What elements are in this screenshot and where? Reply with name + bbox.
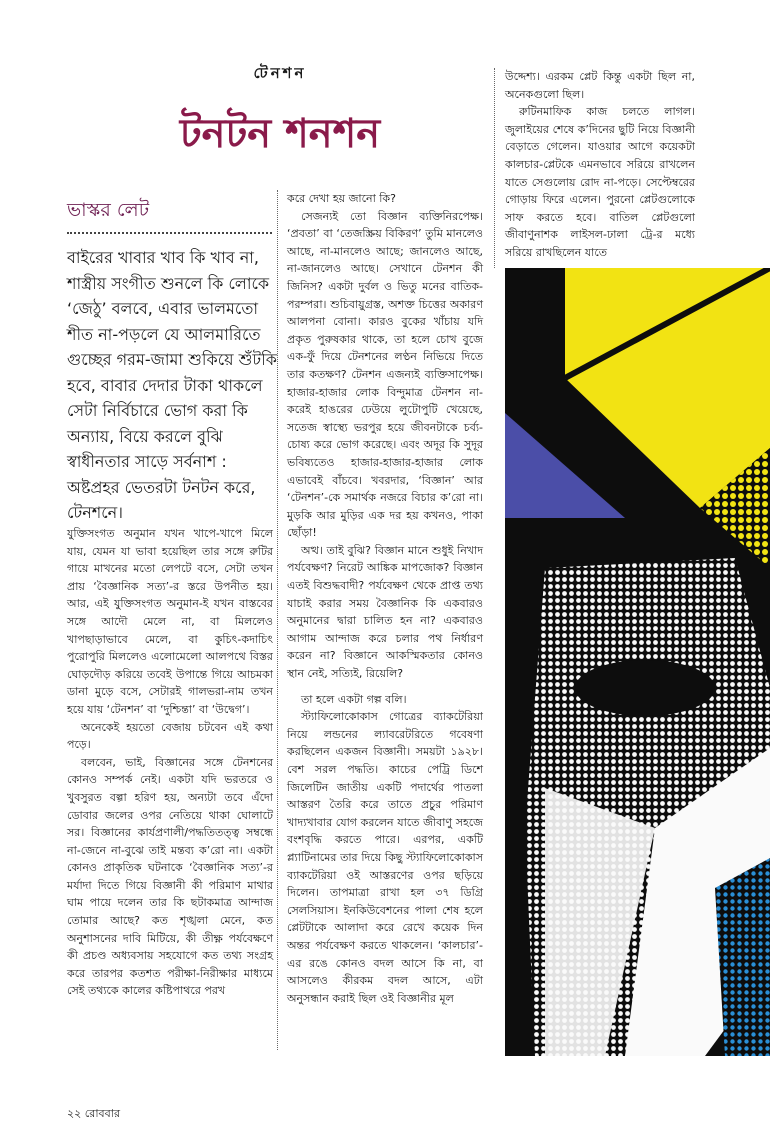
mouth-shape: [575, 660, 715, 716]
paragraph: সেজন্যই তো বিজ্ঞান ব্যক্তিনিরপেক্ষ। ‘প্রবতা’ বা ‘তেজস্ক্রিয় বিকিরণ’ তুমি মানলেও আছে, না-মানলেও আছে; জানলেও আছে, না-জানলেও আছে। সেখানে টেনশন কী জিনিস? একটা দুর্বল ও ভিতু মনের বাতিক-পরম্পরা। শুচিবায়ুগ্রস্ত, অশক্ত চিত্তের অকারণ আলপনা বোনা। কারও বুকের খাঁচায় যদি প্রকৃত পুরুষকার থাকে, তা হলে চোখ বুজে এক-ফুঁ দিয়ে টেনশনের লণ্ঠন নিভিয়ে দিতে তার কতক্ষণ? টেনশন এজন্যই ব্যক্তিসাপেক্ষ। হাজার-হাজার লোক বিন্দুমাত্র টেনশন না-করেই হাঙরের ঢেউয়ে লুটোপুটি খেয়েছে, সতেজ স্বাস্থ্যে ভরপুর হয়ে জীবনটাকে চর্ব্য-চোষ্য করে ভোগ করেছে। এবং অদূর কি সুদূর ভবিষ্যতেও হাজার-হাজার-হাজার লোক এভাবেই বাঁচবে। খবরদার, ‘বিজ্ঞান’ আর ‘টেনশন’-কে সমার্থক নজরে বিচার ক’রো না। মুড়কি আর মুড়ির এক দর হয় কখনও, পাকা ছোঁড়া!: [287, 209, 483, 540]
blue-halftone: [715, 858, 770, 1056]
column-3: [505, 68, 695, 262]
column-divider: [277, 190, 278, 1050]
intro-text: বাইরের খাবার খাব কি খাব না, শাস্ত্রীয় সংগীত শুনলে কি লোকে ‘জেঠু’ বলবে, এবার ভালমতো শীত না-পড়লে যে আলমারিতে গুচ্ছের গরম-জামা শুকিয়ে শুঁটকি হবে, বাবার দেদার টাকা থাকলে সেটা নির্বিচারে ভোগ করা কি অন্যায়, বিয়ে করলে বুঝি স্বাধীনতার সাড়ে সর্বনাশ : অষ্টপ্রহর ভেতরটা টনটন করে, টেনশনে।: [67, 248, 277, 522]
paragraph: স্ট্যাফিলোকোকাস গোত্রের ব্যাকটেরিয়া নিয়ে লন্ডনের ল্যাবরেটরিতে গবেষণা করছিলেন একজন বিজ্ঞানী। সময়টা ১৯২৮। বেশ সরল পদ্ধতি। কাচের পেট্রি ডিশে জিলেটিন জাতীয় একটি পদার্থের পাতলা আস্তরণ তৈরি করে তাতে প্রচুর পরিমাণ খাদ্যখাবার যোগ করলেন যাতে জীবাণু সহজে বংশবৃদ্ধি করতে পারে। এরপর, একটি প্ল্যাটিনামের তার দিয়ে কিছু স্ট্যাফিলোকোকাস ব্যাকটেরিয়া ওই আস্তরণের ওপর ছড়িয়ে দিলেন। তাপমাত্রা রাখা হল ৩৭ ডিগ্রি সেলসিয়াস। ইনকিউবেশনের পালা শেষ হলে প্লেটটাকে আলাদা করে রেখে কয়েক দিন অন্তর পর্যবেক্ষণ করতে থাকলেন। ‘কালচার’-এর রঙে কোনও বদল আসে কি না, বা আসলেও কীরকম বদল আসে, এটা অনুসন্ধান করাই ছিল ওই বিজ্ঞানীর মূল: [287, 710, 483, 1005]
halftone-illustration: [505, 268, 770, 1056]
column-2: [287, 190, 483, 1007]
paragraph: অত্থ। তাই বুঝি? বিজ্ঞান মানে শুধুই নিখাদ পর্যবেক্ষণ? নিরেট আঙ্কিক মাপজোক? বিজ্ঞান এতই বিশুদ্ধবাদী? পর্যবেক্ষণ থেকে প্রাপ্ত তথ্য যাচাই করার সময় বৈজ্ঞানিক কি একবারও অনুমানের দ্বারা চালিত হন না? একবারও আগাম আন্দাজ করে চলার পথ নির্ধারণ করেন না? বিজ্ঞানে আকস্মিকতার কোনও স্থান নেই, সত্যিই, রিয়েলি?: [287, 543, 483, 681]
paragraph: উদ্দেশ্য। এরকম প্লেট কিন্তু একটা ছিল না, অনেকগুলো ছিল।: [505, 70, 695, 101]
headline: টনটন শনশন: [179, 111, 381, 157]
column-divider-2: [494, 68, 495, 268]
section-label: টেনশন: [253, 64, 307, 82]
paragraph: করে দেখা হয় জানো কি?: [287, 192, 396, 205]
paragraph: অনেকেই হয়তো বেজায় চটবেন এই কথা পড়ে।: [67, 720, 273, 752]
paragraph: বলবেন, ভাই, বিজ্ঞানের সঙ্গে টেনশনের কোনও সম্পর্ক নেই। একটা যদি ভরতরে ও খুবসুরত বল্গা হরিণ হয়, অন্যটা তবে এঁদো ডোবার জলের ওপর নেতিয়ে থাকা ঘোলাটে সর। বিজ্ঞানের কার্যপ্রণালী/পদ্ধতিতত্ত্ব সম্বন্ধে না-জেনে না-বুঝে তাই মন্তব্য ক’রো না। একটা কোনও প্রাকৃতিক ঘটনাকে ‘বৈজ্ঞানিক সত্য’-র মর্যাদা দিতে গিয়ে বিজ্ঞানী কী পরিমাণ মাথার ঘাম পায়ে দলেন তার কি ছটাকমাত্র আন্দাজ তোমার আছে? কত শৃঙ্খলা মেনে, কত অনুশাসনের দাবি মিটিয়ে, কী তীক্ষ্ণ পর্যবেক্ষণে কী প্রচণ্ড অধ্যবসায় সহযোগে কত তথ্য সংগ্রহ করে তারপর কতশত পরীক্ষা-নিরীক্ষার মাধ্যমে সেই তথ্যকে কালের কষ্টিপাথরে পরখ: [67, 755, 273, 998]
author-name: ভাস্কর লেট: [67, 199, 150, 221]
paragraph: তা হলে একটা গল্প বলি।: [301, 692, 407, 706]
paragraph: রুটিনমাফিক কাজ চলতে লাগল। জুলাইয়ের শেষে ক’দিনের ছুটি নিয়ে বিজ্ঞানী বেড়াতে গেলেন। যাওয়ার আগে কয়েকটা কালচার-প্লেটকে এমনভাবে সরিয়ে রাখলেন যাতে সেগুলোয় রোদ না-পড়ে। সেপ্টেম্বরের গোড়ায় ফিরে এলেন। পুরনো প্লেটগুলোকে সাফ করতে হবে। বাতিল প্লেটগুলো জীবাণুনাশক লাইসল-ঢালা ট্রে-র মধ্যে সরিয়ে রাখছিলেন যাতে: [505, 105, 695, 259]
page-footer: ২২ রোববার: [67, 1107, 120, 1120]
intro-divider: [67, 232, 272, 234]
paragraph: যুক্তিসংগত অনুমান যখন খাপে-খাপে মিলে যায়, যেমন যা ভাবা হয়েছিল তার সঙ্গে রুটির গায়ে মাখনের মতো লেপটে বসে, সেটা তখন প্রায় ‘বৈজ্ঞানিক সত্য’-র স্তরে উপনীত হয়। আর, এই যুক্তিসংগত অনুমান-ই যখন বাস্তবের সঙ্গে আদৌ মেলে না, বা মিললেও খাপছাড়াভাবে মেলে, বা কুচিৎ-কদাচিৎ পুরোপুরি মিললেও এলোমেলো আলপথে বিস্তর ঘোড়দৌড় করিয়ে তবেই উপান্তে গিয়ে আচমকা ডানা মুড়ে বসে, সেটারই গালভরা-নাম তখন হয়ে যায় ‘টেনশন’ বা ‘দুশ্চিন্তা’ বা ‘উদ্বেগ’।: [67, 527, 273, 716]
column-1: [67, 525, 273, 1000]
